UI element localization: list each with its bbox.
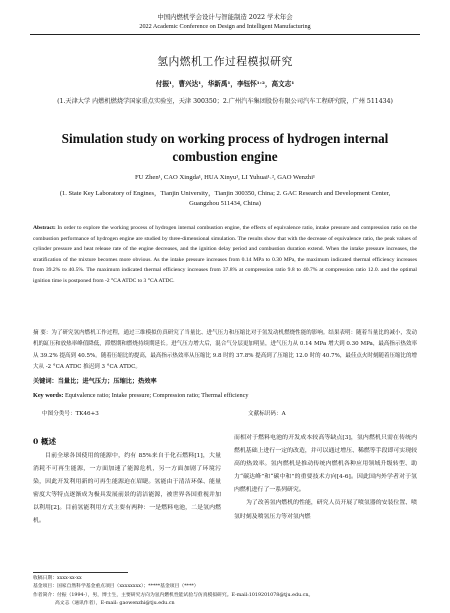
footnote-author: 作者简介：付振（1994-），男，博士生，主要研究方向为氢内燃机性能试验与仿真模拟研究。E-mail:1019201078@tju.edu.cn。 (33, 592, 314, 598)
paper-title-cn: 氢内燃机工作过程模拟研究 (157, 55, 293, 68)
footnotes (33, 575, 423, 608)
footnote-corresponding: 高文志（通讯作者），E-mail: gaowenzhi@tju.edu.cn (55, 600, 175, 606)
abstract-cn-text: 为了研究氢内燃机工作过程，通过三维模拟仿真研究了当量比、进气压力和压缩比对于氢发动机燃烧性能的影响。结果表明：随着当量比的减小，发动机的缸压和放热率峰值降低，滞燃期和燃烧持续期延长。进气压力增大后，混合气分层更加明显，进气压力从 0.14 MPa 增大到 0.30 MPa，最高指示热效率从 39.2% 提高到 40.5%。随着压缩比的提高，最高指示热效率从压缩比 9.8 时的 37.8% 提高到了压缩比 12.0 时的 40.7%，最佳点火时刻随着压缩比的增大从 -2 °CA ATDC 推迟到 3 °CA ATDC。 (33, 330, 418, 371)
header-rule (30, 34, 420, 35)
abstract-cn (33, 328, 417, 374)
footnote-funding: 基金项目：国家自然科学基金重点项目（xxxxxxxx）；*****基金项目（****） (33, 584, 199, 590)
footnote-rule (33, 572, 128, 573)
body-column-left (33, 450, 221, 529)
clc-number: 中图分类号：TK46+3 (42, 411, 99, 417)
keywords-cn: 关键词：当量比；进气压力；压缩比；热效率 (33, 378, 157, 385)
paper-title-en: Simulation study on working process of hydrogen internal combustion engine (61, 131, 389, 164)
conference-title-cn: 中国内燃机学会设计与智能制造 2022 学术年会 (157, 13, 293, 21)
footnote-received: 收稿日期：xxxx-xx-xx (33, 576, 82, 581)
keywords-en-text: Equivalence ratio; Intake pressure; Compression ratio; Thermal efficiency (64, 392, 249, 399)
body-paragraph: 而相对于燃料电池的开发成本较高等缺点[3]，氢内燃机只需在传统内燃机基础上进行一定的改造，并可以通过增压、稀燃等手段即可实现较高的热效率。氢内燃机是推动传统内燃机各种应用领域升级转型、助力“碳达峰”和“碳中和”的重要技术方向[4-6]。因此国内外学者对于氢内燃机进行了一系列研究。 (234, 435, 417, 494)
abstract-en (33, 223, 417, 286)
abstract-cn-label: 摘 要： (33, 330, 52, 336)
conference-title-en: 2022 Academic Conference on Design and Intelligent Manufacturing (139, 23, 311, 30)
body-column-right (234, 432, 417, 524)
authors-en: FU Zhen¹, CAO Xingda¹, HUA Xinyu¹, LI Yuhuai¹˒², GAO Wenzhi¹ (135, 174, 315, 181)
abstract-en-label: Abstract: (33, 225, 56, 231)
body-paragraph: 为了改善氢内燃机的性能，研究人员开展了喷氢器的安装位置、喷氢时刻及喷氢压力等对氢内燃 (234, 500, 417, 520)
authors-cn: 付振¹，曹兴达¹，华新禹¹，李钰怀¹˒²，高文志¹ (155, 80, 295, 88)
affiliation-en: (1. State Key Laboratory of Engines，Tianjin University，Tianjin 300350, China; 2. GAC Research and Development Center, Guangzhou 511434, China) (59, 190, 391, 207)
section-title: 0 概述 (33, 437, 57, 446)
document-code: 文献标识码：A (248, 411, 286, 417)
keywords-en (33, 392, 417, 399)
affiliation-cn: (1.天津大学 内燃机燃烧学国家重点实验室，天津 300350；2.广州汽车集团股份有限公司汽车工程研究院，广州 511434) (57, 98, 393, 105)
abstract-en-text: In order to explore the working process of hydrogen internal combustion engine, the effects of equivalence ratio, intake pressure and compression ratio on the combustion performance of hydrogen engine are studied by three-dimensional simulation. The results show that with the decrease of equivalence ratio, the peak values of cylinder pressure and heat release rate of the engine decreases, and the ignition delay period and combustion duration extend. When the intake pressure increases, the stratification of the mixture becomes more obvious. As the intake pressure increases from 0.14 MPa to 0.30 MPa, the maximum indicated thermal efficiency increases from 39.2% to 40.5%. The maximum indicated thermal efficiency increases from 37.8% at compression ratio 9.8 to 40.7% at compression ratio 12.0. and the optimal ignition time is postponed from -2 °CA ATDC to 3 °CA ATDC. (33, 225, 418, 284)
keywords-en-label: Key words: (33, 392, 64, 399)
body-paragraph: 目前全球各国使用的能源中，约有 85%来自于化石燃料[1]，大量消耗不可再生能源，一方面加速了能源危机，另一方面加剧了环境污染，因此开发利用新的可再生能源迫在眉睫。氢能由于清洁环保、能量密度大等特点逐渐成为极具发展前景的清洁能源，被世界各国重视并加以利用[2]。目前氢能利用方式主要有两种：一是燃料电池，二是氢内燃机。 (33, 453, 221, 525)
